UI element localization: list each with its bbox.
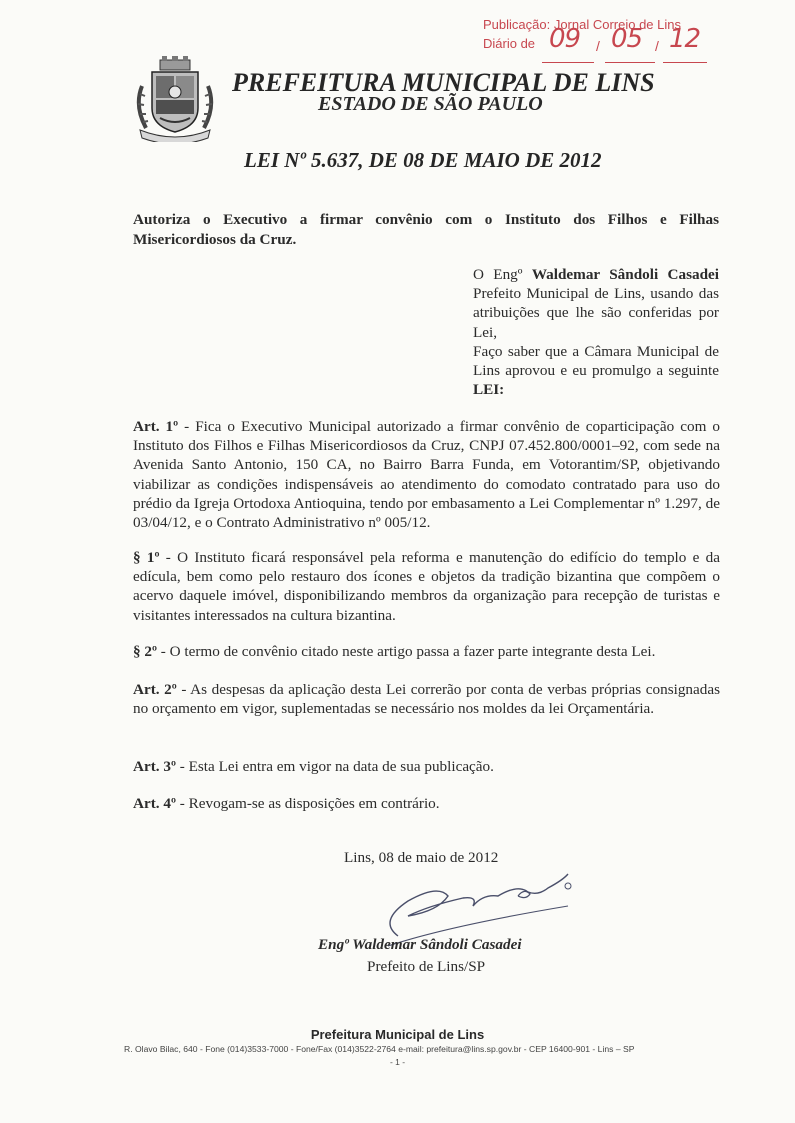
paragraph-1 xyxy=(133,548,720,625)
stamp-month-line xyxy=(605,62,655,63)
article-text: - Revogam-se as disposições em contrário. xyxy=(175,795,440,812)
page-number: - 1 - xyxy=(389,1057,406,1067)
stamp-year: 12 xyxy=(669,24,701,54)
ementa: Autoriza o Executivo a firmar convênio com o Instituto dos Filhos e Filhas Misericordiosos da Cruz. xyxy=(133,211,719,248)
stamp-title: Publicação: Jornal Correio de Lins xyxy=(483,17,681,32)
article-label: Art. 2º xyxy=(133,681,177,698)
article-4 xyxy=(133,794,720,813)
stamp-slash: / xyxy=(596,38,600,54)
article-2 xyxy=(133,680,720,718)
stamp-date-prefix: Diário de xyxy=(483,36,536,51)
article-text: - O Instituto ficará responsável pela reforma e manutenção do edifício do templo e da edícula, bem como pelo restauro dos ícones e objetos da tradição bizantina que compõem o acervo daquele imóvel, disponibilizando membros da organização para recepção de turistas e visitantes interessados na cultura bizantina. xyxy=(133,549,720,624)
publication-stamp xyxy=(483,17,701,54)
header-subtitle: ESTADO DE SÃO PAULO xyxy=(318,93,543,115)
preamble-prefix: O Engº xyxy=(473,266,532,283)
article-label: § 2º xyxy=(133,643,157,660)
preamble-lei: LEI: xyxy=(473,381,505,399)
article-label: Art. 3º xyxy=(133,758,176,775)
stamp-day: 09 xyxy=(549,24,581,54)
stamp-slash: / xyxy=(655,38,659,54)
stamp-month: 05 xyxy=(611,24,643,54)
article-text: - O termo de convênio citado neste artigo passa a fazer parte integrante desta Lei. xyxy=(157,643,656,660)
preamble-text: Prefeito Municipal de Lins, usando das atribuições que lhe são conferidas por Lei, xyxy=(473,285,719,341)
footer-address: R. Olavo Bilac, 640 - Fone (014)3533-7000 - Fone/Fax (014)3522-2764 e-mail: prefeitura@lins.sp.gov.br - CEP 16400-901 - Lins – SP xyxy=(124,1044,635,1054)
preamble xyxy=(473,265,719,399)
header-title: PREFEITURA MUNICIPAL DE LINS xyxy=(232,68,655,97)
preamble-intro xyxy=(473,265,719,342)
footer-org: Prefeitura Municipal de Lins xyxy=(310,1027,485,1042)
preamble-text2: Faço saber que a Câmara Municipal de Lins aprovou e eu promulgo a seguinte xyxy=(473,342,719,380)
signer-name: Engº Waldemar Sândoli Casadei xyxy=(318,936,522,953)
article-1 xyxy=(133,417,720,532)
preamble-mayor-name: Waldemar Sândoli Casadei xyxy=(531,266,719,283)
article-text: - Esta Lei entra em vigor na data de sua publicação. xyxy=(175,758,494,775)
preamble-promulgation xyxy=(473,342,719,400)
law-title: LEI Nº 5.637, DE 08 DE MAIO DE 2012 xyxy=(244,148,602,172)
article-label: Art. 1º xyxy=(133,418,179,435)
article-text: - Fica o Executivo Municipal autorizado a firmar convênio de coparticipação com o Instituto dos Filhos e Filhas Misericordiosos da Cruz, CNPJ 07.452.800/0001–92, com sede na Avenida Santo Antonio, 150 CA, no Bairro Barra Funda, em Votorantim/SP, objetivando viabilizar as condições indispensáveis ao atendimento do comodato contratado para uso do prédio da Igreja Ortodoxa Antioquina, tendo por embasamento a Lei Complementar nº 1.297, de 03/04/12, e o Contrato Administrativo nº 005/12. xyxy=(133,418,720,532)
paragraph-2 xyxy=(133,642,720,661)
article-text: - As despesas da aplicação desta Lei correrão por conta de verbas próprias consignadas no orçamento em vigor, suplementadas se necessário nos moldes da lei Orçamentária. xyxy=(133,681,720,718)
signer-role: Prefeito de Lins/SP xyxy=(367,958,486,975)
coat-of-arms-icon xyxy=(132,56,218,142)
city-date: Lins, 08 de maio de 2012 xyxy=(344,849,499,866)
stamp-year-line xyxy=(663,62,707,63)
stamp-day-line xyxy=(542,62,594,63)
article-label: Art. 4º xyxy=(133,795,176,812)
article-3 xyxy=(133,757,720,776)
article-label: § 1º xyxy=(133,549,160,566)
